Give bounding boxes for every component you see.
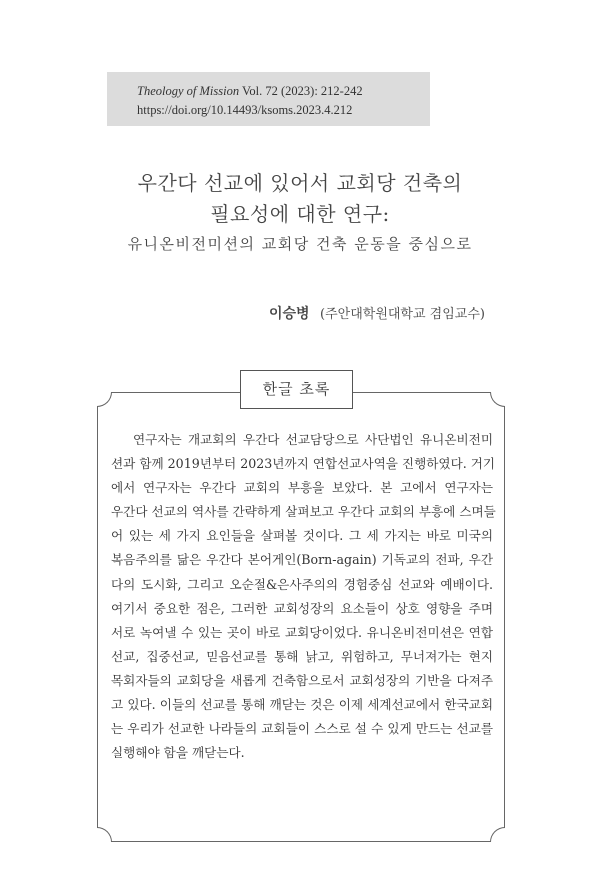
abstract-line: 다의 도시화, 그리고 오순절&은사주의의 경험중심 선교와 예배이다.: [111, 576, 493, 592]
doi-link[interactable]: https://doi.org/10.14493/ksoms.2023.4.212: [137, 103, 353, 117]
author-name: 이승병: [268, 306, 310, 322]
abstract-line: 목회자들의 교회당을 새롭게 건축함으로서 교회성장의 기반을 다져주: [111, 672, 493, 688]
abstract-line: 고 있다. 이들의 선교를 통해 깨닫는 것은 이제 세계선교에서 한국교회: [111, 697, 493, 713]
frame-corner: [97, 827, 112, 842]
citation-volume: Vol. 72 (2023): 212-242: [239, 84, 363, 98]
abstract-line: 선교, 집중선교, 믿음선교를 통해 낡고, 위험하고, 무너져가는 현지: [111, 648, 493, 664]
frame-corner: [490, 827, 505, 842]
citation-line: [137, 82, 430, 101]
abstract-line: 는 우리가 선교한 나라들의 교회들이 스스로 설 수 있게 만드는 선교를: [111, 721, 493, 737]
citation-header: [107, 72, 430, 126]
abstract-body: [111, 428, 496, 765]
frame-corner: [97, 392, 112, 407]
title-line-2: 필요성에 대한 연구:: [210, 202, 390, 226]
abstract-line: 우간다 선교의 역사를 간략하게 살펴보고 우간다 교회의 부흥에 스며들: [111, 504, 496, 520]
author-line: [269, 303, 485, 323]
abstract-line: 실행해야 함을 깨닫는다.: [111, 745, 245, 761]
paper-subtitle: 유니온비전미션의 교회당 건축 운동을 중심으로: [127, 235, 473, 253]
abstract-line: 복음주의를 닮은 우간다 본어게인(Born-again) 기독교의 전파, 우간: [111, 552, 493, 568]
abstract-heading: 한글 초록: [240, 370, 353, 409]
abstract-line: 에서 연구자는 우간다 교회의 부흥을 보았다. 본 고에서 연구자는: [111, 480, 493, 496]
abstract-line: 연구자는 개교회의 우간다 선교담당으로 사단법인 유니온비전미: [133, 432, 493, 447]
abstract-line: 여기서 중요한 점은, 그러한 교회성장의 요소들이 상호 영향을 주며: [111, 600, 493, 616]
abstract-line: 어 있는 세 가지 요인들을 살펴볼 것이다. 그 세 가지는 바로 미국의: [111, 528, 493, 544]
title-line-1: 우간다 선교에 있어서 교회당 건축의: [137, 171, 463, 195]
journal-name: Theology of Mission: [137, 84, 240, 98]
paper-title: [0, 168, 600, 230]
abstract-line: 서로 녹여낼 수 있는 곳이 바로 교회당이었다. 유니온비전미션은 연합: [111, 624, 493, 640]
abstract-line: 션과 함께 2019년부터 2023년까지 연합선교사역을 진행하였다. 거기: [111, 456, 496, 472]
frame-corner: [490, 392, 505, 407]
author-affiliation: (주안대학원대학교 겸임교수): [320, 307, 485, 322]
